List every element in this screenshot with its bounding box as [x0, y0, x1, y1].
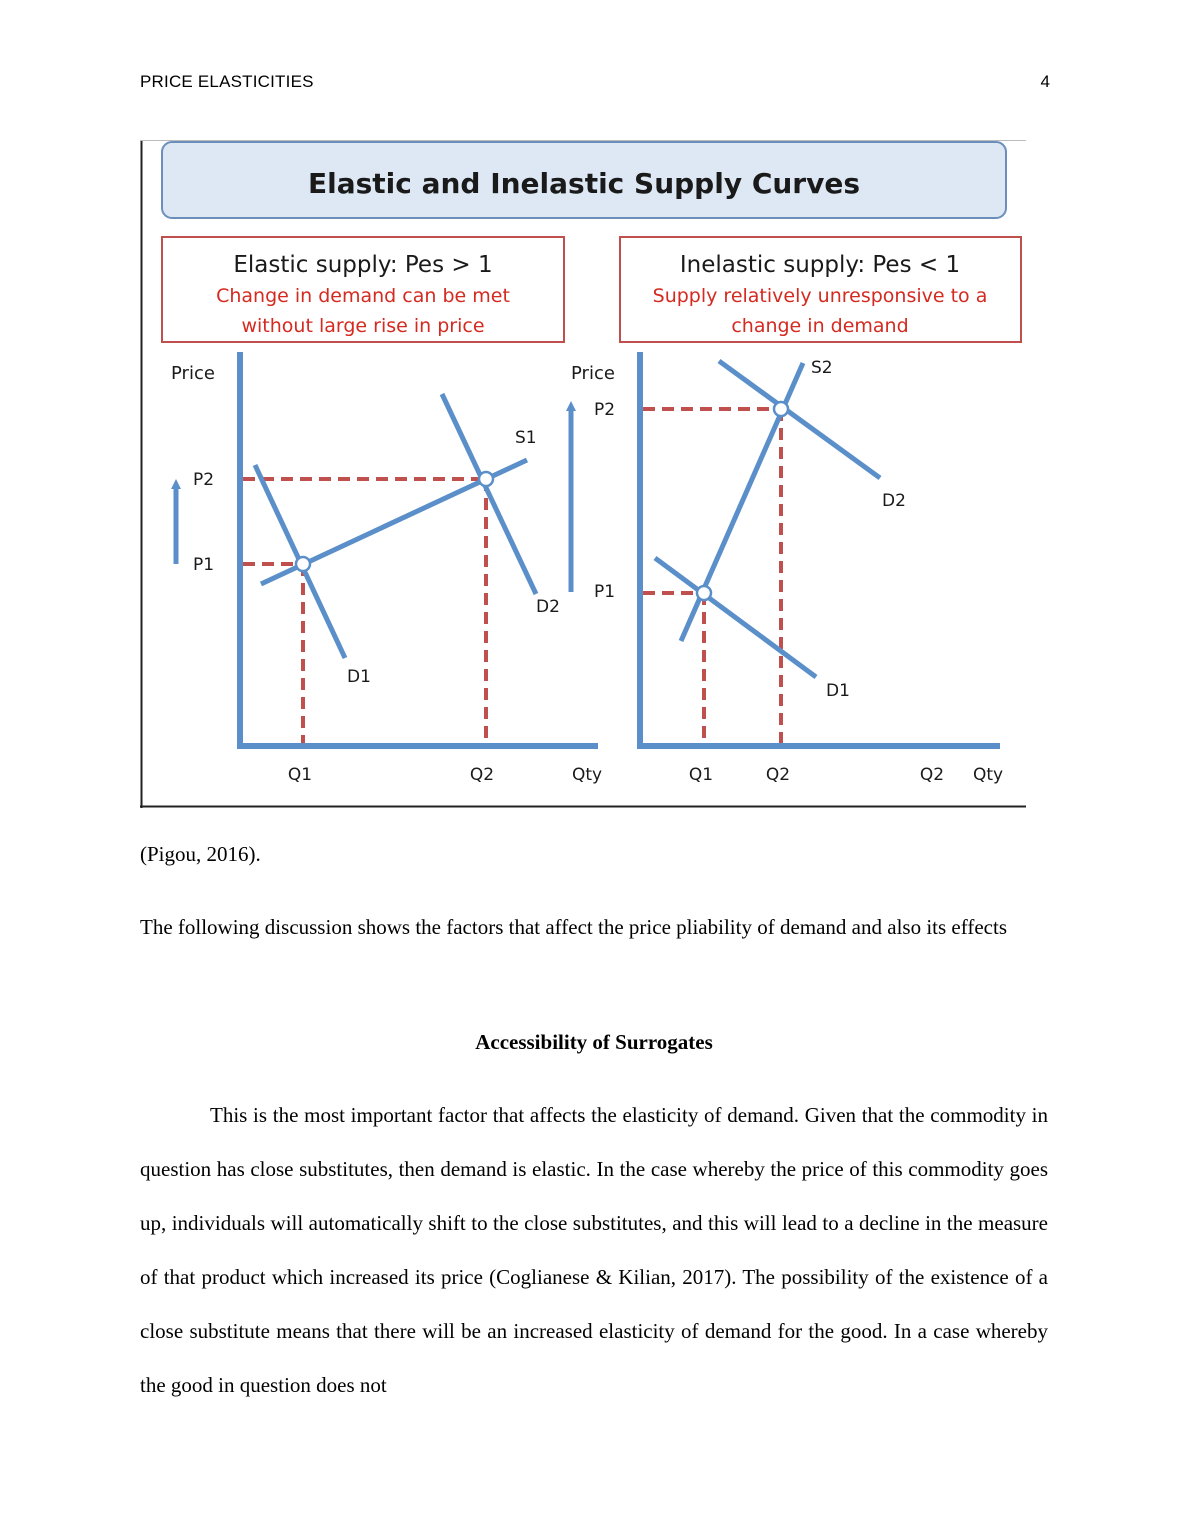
inelastic-q2-extra-label: Q2	[919, 765, 945, 785]
inelastic-box-line2: change in demand	[731, 315, 909, 337]
figure-citation: (Pigou, 2016).	[140, 842, 261, 866]
elastic-q1-label: Q1	[287, 765, 313, 785]
elastic-q2-label: Q2	[469, 765, 495, 785]
elastic-d2-label: D2	[536, 597, 560, 617]
elastic-d1-label: D1	[347, 667, 371, 687]
inelastic-d1-label: D1	[826, 681, 850, 701]
elastic-equilibrium-1	[296, 557, 310, 571]
inelastic-s2-label: S2	[811, 358, 833, 378]
intro-paragraph: The following discussion shows the factors that affect the price pliability of demand and also its effects	[140, 915, 1007, 939]
body-paragraph: This is the most important factor that affects the elasticity of demand. Given that the commodity in question has close substitutes, then demand is elastic. In the case whereby the price of this commodity goes up, individuals will automatically shift to the close substitutes, and this will lead to a decline in the measure of that product which increased its price (Coglianese & Kilian, 2017). The possibility of the existence of a close substitute means that there will be an increased elasticity of demand for the good. In a case whereby the good in question does not	[140, 1103, 1048, 1397]
inelastic-equilibrium-1	[697, 586, 711, 600]
elastic-y-axis-label: Price	[171, 363, 215, 384]
elastic-x-axis-label: Qty	[571, 765, 603, 785]
elastic-p1-label: P1	[193, 555, 215, 575]
inelastic-q2-label: Q2	[765, 765, 791, 785]
inelastic-y-axis-label: Price	[571, 363, 615, 384]
supply-curves-figure	[140, 140, 1026, 808]
elastic-p2-label: P2	[193, 470, 215, 490]
inelastic-q1-label: Q1	[688, 765, 714, 785]
elastic-chart	[171, 352, 602, 785]
running-head: PRICE ELASTICITIES	[140, 72, 314, 91]
elastic-box-title: Elastic supply: Pes > 1	[233, 252, 493, 278]
elastic-equilibrium-2	[479, 472, 493, 486]
inelastic-p2-label: P2	[594, 400, 616, 420]
inelastic-chart	[571, 352, 1003, 785]
inelastic-x-axis-label: Qty	[972, 765, 1004, 785]
elastic-box-line2: without large rise in price	[241, 315, 485, 337]
elastic-s1-label: S1	[515, 428, 537, 448]
elastic-box-line1: Change in demand can be met	[216, 285, 510, 307]
inelastic-demand-d1	[655, 558, 816, 677]
inelastic-box-line1: Supply relatively unresponsive to a	[652, 285, 988, 307]
figure-title: Elastic and Inelastic Supply Curves	[307, 167, 861, 200]
inelastic-equilibrium-2	[774, 402, 788, 416]
page-number: 4	[1040, 72, 1050, 91]
inelastic-box-title: Inelastic supply: Pes < 1	[679, 252, 961, 278]
section-heading: Accessibility of Surrogates	[475, 1030, 713, 1054]
inelastic-demand-d2	[719, 361, 880, 478]
inelastic-d2-label: D2	[882, 491, 906, 511]
inelastic-p1-label: P1	[594, 582, 616, 602]
